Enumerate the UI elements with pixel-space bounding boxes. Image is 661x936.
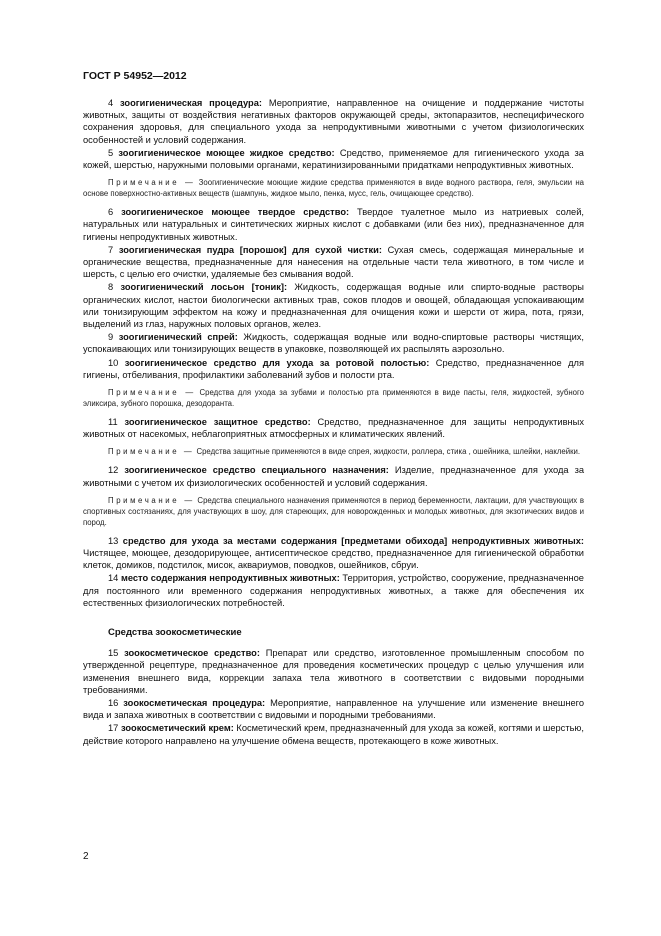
term-definition: Косметический крем, предназначенный для ухода за кожей, когтями и шерстью, действие которого направлено на улучшение обмена веществ, протекающего в коже животных. bbox=[83, 723, 584, 746]
term-definition: Сухая смесь, содержащая минеральные и органические вещества, предназначенные для нанесения на отдельные части тела животного, в том числе и шерсть, с целью его очистки, удаляемые без смывания водой. bbox=[83, 244, 584, 280]
term-definition: Изделие, предназначенное для ухода за животными с учетом их физиологических особенностей и условий содержания. bbox=[83, 465, 585, 488]
term-number: 12 bbox=[108, 465, 119, 476]
note bbox=[83, 446, 584, 457]
term-title: зоогигиеническая пудра [порошок] для сухой чистки: bbox=[118, 244, 382, 255]
term-entry bbox=[83, 647, 584, 696]
term-number: 4 bbox=[108, 98, 114, 108]
term-title: зоокосметическая процедура: bbox=[123, 697, 266, 708]
term-title: зоогигиеническое средство специального назначения: bbox=[124, 465, 389, 476]
term-number: 8 bbox=[108, 282, 114, 293]
page-number: 2 bbox=[83, 851, 89, 862]
term-entry bbox=[83, 244, 584, 281]
note-text: Средства для ухода за зубами и полостью рта применяются в виде пасты, геля, жидкостей, зубного эликсира, зубного порошка, дезодоранта. bbox=[83, 388, 584, 409]
term-definition: Средство, применяемое для гигиенического ухода за кожей, шерстью, наружными половыми органами, кератинизированными придатками непродуктивных животных. bbox=[83, 147, 584, 171]
note-text: Средства специального назначения применяются в период беременности, лактации, для участвующих в спортивных состязаниях, для участвующих в шоу, для стареющих, для новорожденных и молодых животных, для экзотических видов и пород. bbox=[83, 495, 584, 527]
term-definition: Жидкость, содержащая водные или спирто-водные растворы органических кислот, настои биологически активных трав, соков плодов и овощей, обладающая успокаивающим или тонизирующим эффектом на кожу и предназначенная для очищения кожи и шерсти от жира, пота, грязи, выделений из глаз, наружных половых органов, желез. bbox=[83, 282, 584, 330]
term-title: место содержания непродуктивных животных: bbox=[120, 573, 340, 584]
note-label: Примечание — bbox=[108, 447, 195, 457]
term-entry bbox=[83, 97, 584, 146]
document-body bbox=[83, 97, 584, 748]
term-number: 5 bbox=[108, 147, 114, 158]
term-title: зоогигиеническое моющее твердое средство: bbox=[121, 207, 350, 218]
term-number: 16 bbox=[108, 697, 119, 708]
term-number: 17 bbox=[108, 723, 119, 734]
term-number: 7 bbox=[108, 244, 114, 255]
term-title: зоогигиенический лосьон [тоник]: bbox=[120, 282, 288, 293]
term-number: 6 bbox=[108, 207, 114, 218]
note bbox=[83, 177, 584, 199]
term-title: зоогигиеническое средство для ухода за ротовой полостью: bbox=[124, 357, 430, 368]
term-entry bbox=[83, 357, 584, 381]
term-number: 14 bbox=[108, 573, 119, 584]
note-label: Примечание — bbox=[108, 495, 195, 505]
term-entry bbox=[83, 464, 584, 488]
term-title: зоокосметическое средство: bbox=[124, 648, 260, 659]
term-number: 9 bbox=[108, 332, 114, 343]
term-definition: Жидкость, содержащая водные или водно-спиртовые растворы чистящих, успокаивающих или тонизирующих веществ в упаковке, позволяющей их распылять аэрозольно. bbox=[83, 332, 585, 355]
term-number: 13 bbox=[108, 535, 119, 546]
term-title: зоогигиеническое моющее жидкое средство: bbox=[118, 147, 335, 158]
term-definition: Препарат или средство, изготовленное промышленным способом по утвержденной рецептуре, предназначенное для проведения косметических процедур с целью улучшения или изменения внешнего вида, коррекции запаха тела животного в соответствии с видовыми породными требованиями. bbox=[83, 648, 584, 695]
note-text: Зоогигиенические моющие жидкие средства применяются в виде водного раствора, геля, эмульсии на основе поверхностно-активных веществ (шампунь, жидкое мыло, пенка, мусс, гель, очищающее средство). bbox=[83, 178, 584, 199]
term-definition: Территория, устройство, сооружение, предназначенное для постоянного или временного содержания непродуктивных животных, а также для обеспечения их естественных физиологических потребностей. bbox=[83, 573, 584, 608]
term-definition: Мероприятие, направленное на улучшение или изменение внешнего вида и запаха животных в соответствии с видовыми и породными требованиями. bbox=[83, 697, 584, 721]
term-entry bbox=[83, 697, 584, 721]
term-title: зоокосметический крем: bbox=[120, 723, 234, 734]
section-heading: Средства зоокосметические bbox=[108, 627, 242, 639]
term-definition: Средство, предназначенное для защиты непродуктивных животных от насекомых, неблагоприятных атмосферных и климатических явлений. bbox=[83, 417, 584, 440]
note bbox=[83, 495, 584, 528]
term-definition: Мероприятие, направленное на очищение и поддержание чистоты животных, защиты от воздействия негативных факторов окружающей среды, эктопаразитов, неспецифического сохранения здоровья, для специального ухода за непродуктивными животными с учетом физиологических особенностей и условий содержания. bbox=[83, 98, 584, 145]
term-entry bbox=[83, 281, 584, 330]
term-entry bbox=[83, 416, 584, 440]
term-definition: Твердое туалетное мыло из натриевых солей, натуральных или натуральных и синтетических жирных кислот с добавками (или без них), предназначенное для гигиены непродуктивных животных. bbox=[83, 207, 584, 242]
term-title: зоогигиеническая процедура: bbox=[120, 98, 263, 108]
document-header: ГОСТ Р 54952—2012 bbox=[83, 70, 187, 82]
term-entry bbox=[83, 572, 584, 609]
note-label: Примечание — bbox=[108, 388, 196, 398]
term-title: средство для ухода за местами содержания [предметами обихода] непродуктивных животных: bbox=[122, 535, 584, 546]
term-number: 11 bbox=[108, 417, 118, 428]
term-definition: Чистящее, моющее, дезодорирующее, антисептическое средство, предназначенное для гигиенической обработки клеток, домиков, подстилок, мисок, аквариумов, поводков, ошейников, сбруи. bbox=[83, 548, 584, 571]
note-text: Средства защитные применяются в виде спрея, жидкости, роллера, стика , ошейника, шлейки, наклейки. bbox=[194, 447, 581, 457]
term-title: зоогигиеническое защитное средство: bbox=[124, 417, 311, 428]
note-label: Примечание — bbox=[108, 178, 196, 188]
term-definition: Средство, предназначенное для гигиены, отбеливания, профилактики заболеваний зубов и полости рта. bbox=[83, 357, 585, 380]
term-entry bbox=[83, 206, 584, 243]
term-number: 15 bbox=[108, 648, 119, 659]
term-entry bbox=[83, 147, 584, 171]
term-entry bbox=[83, 535, 584, 572]
term-title: зоогигиенический спрей: bbox=[118, 332, 238, 343]
term-entry bbox=[83, 722, 584, 746]
term-number: 10 bbox=[108, 357, 119, 368]
term-entry bbox=[83, 331, 584, 355]
note bbox=[83, 387, 584, 409]
